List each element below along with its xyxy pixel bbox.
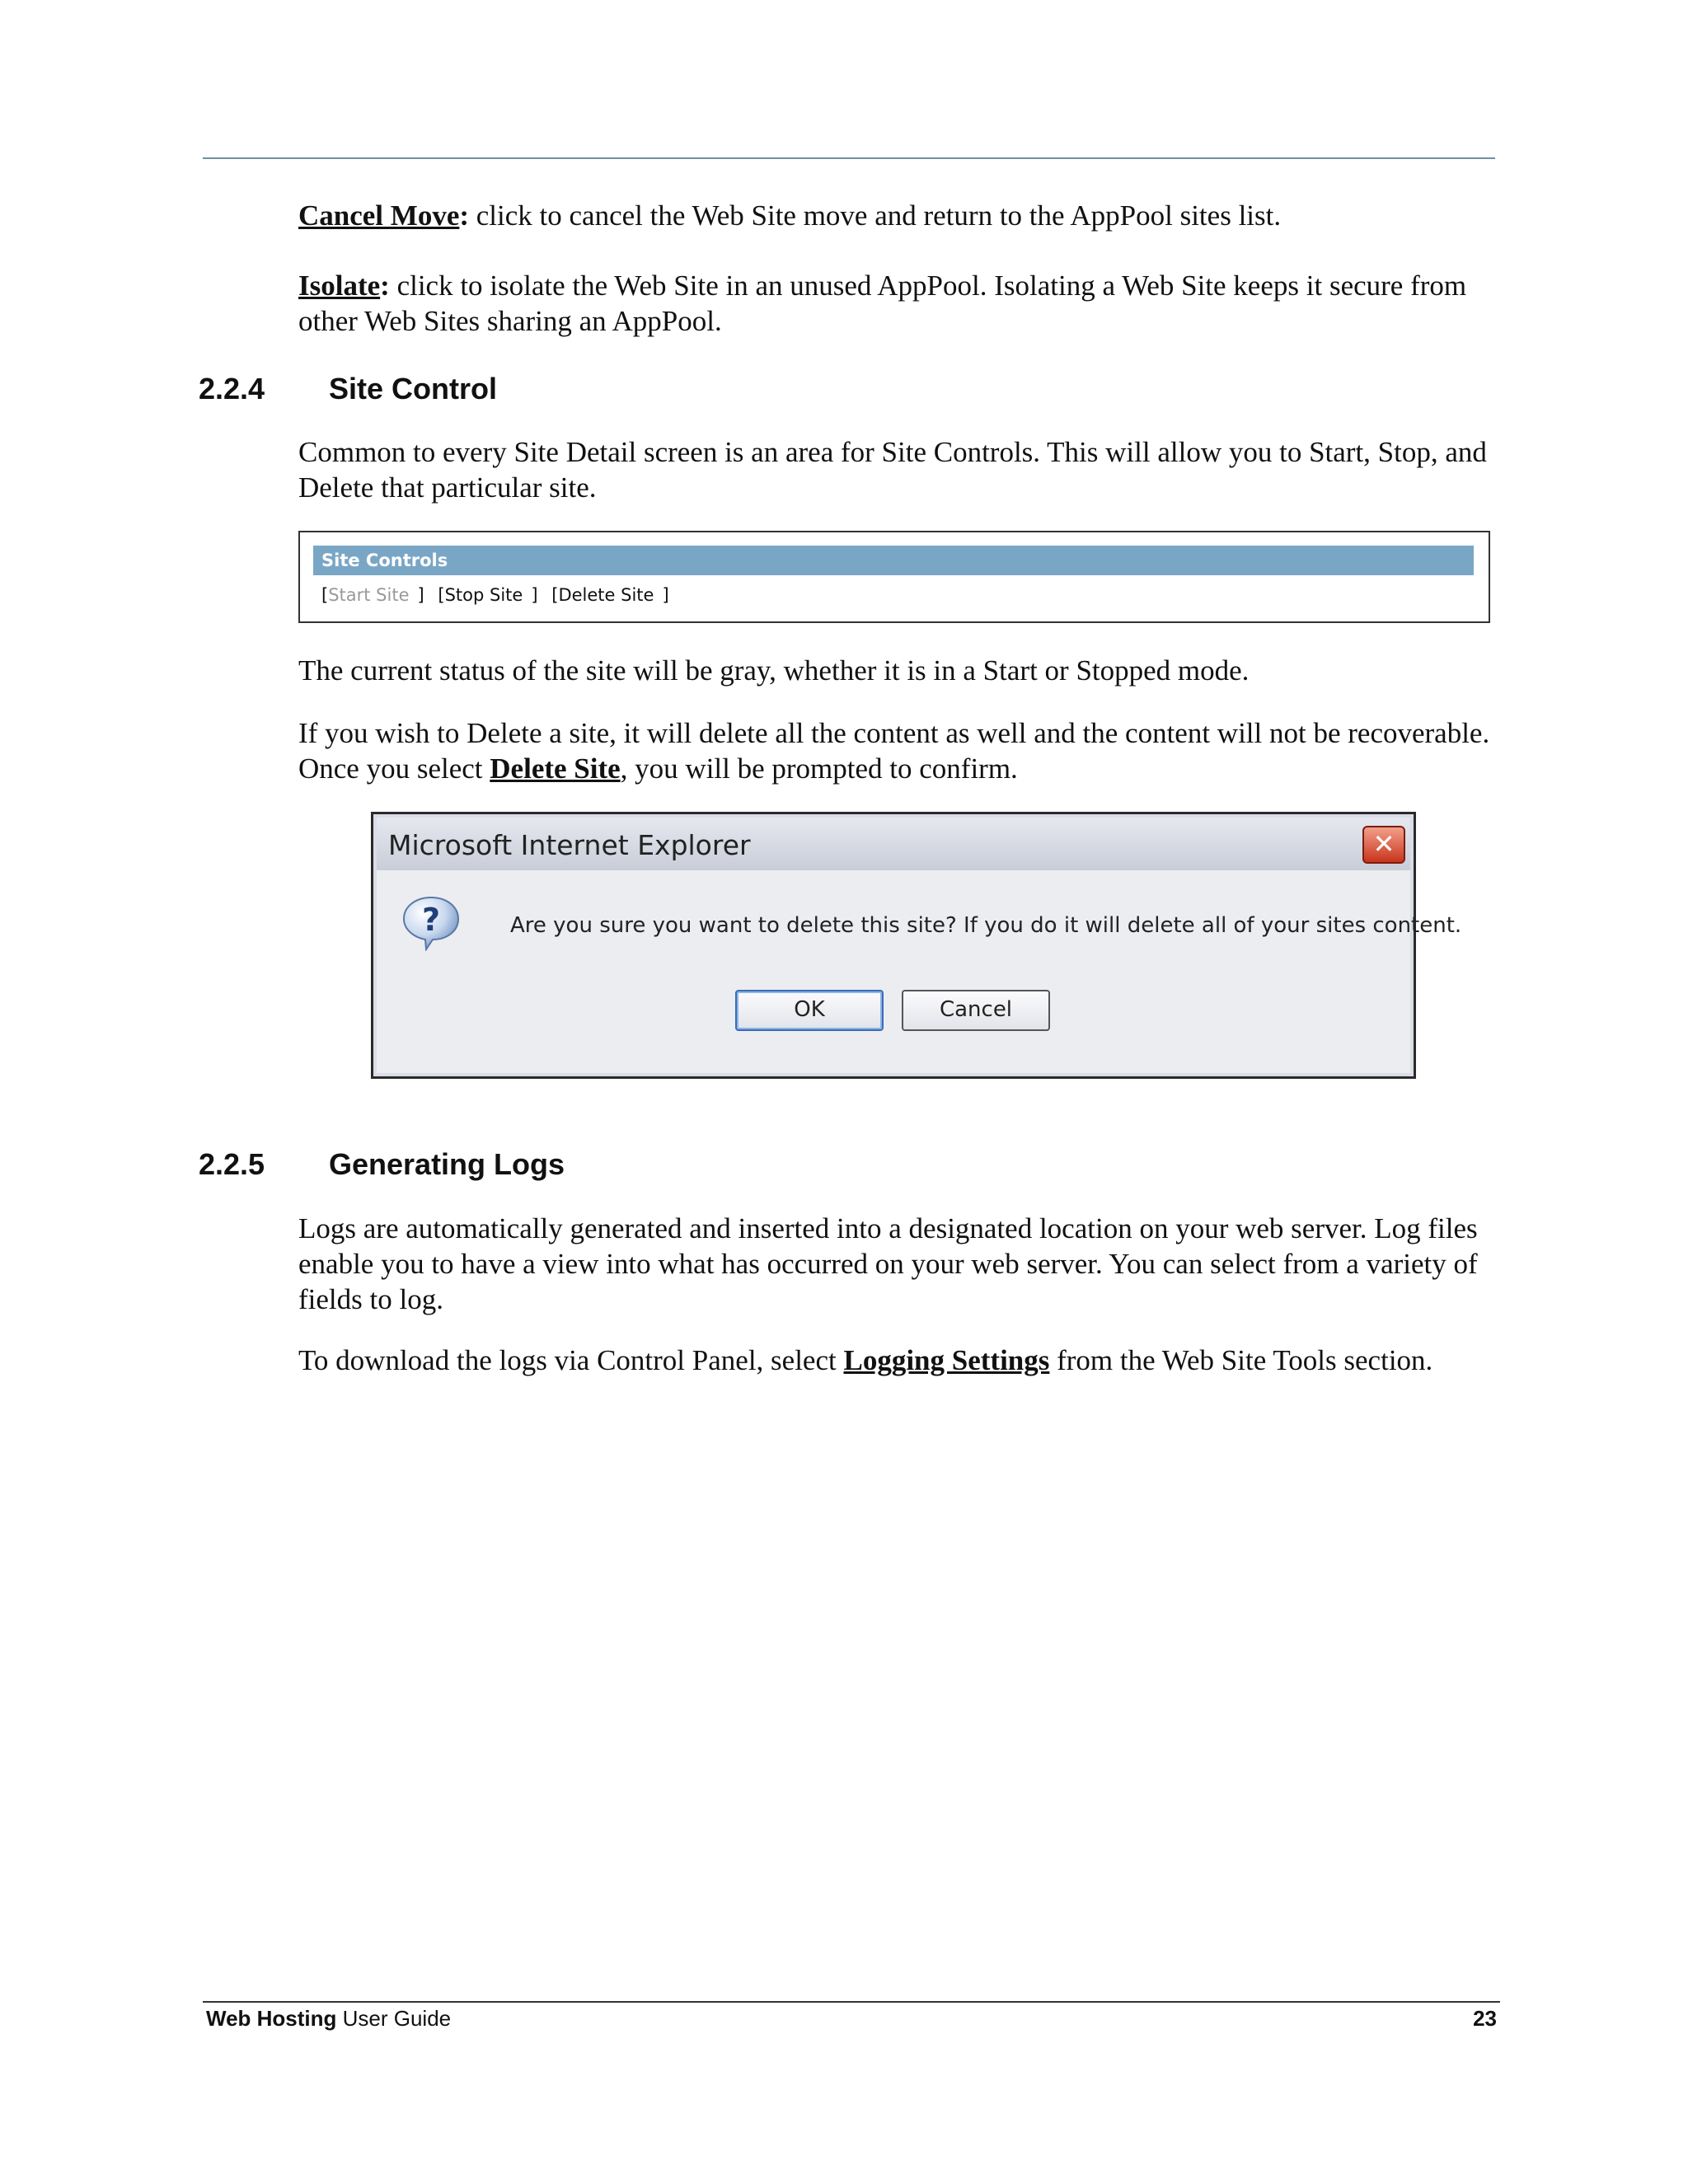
stop-site-link[interactable]: [Stop Site ] bbox=[438, 585, 538, 605]
delete-site-text-link[interactable]: Delete Site bbox=[490, 752, 621, 785]
start-site-link[interactable]: [Start Site ] bbox=[321, 585, 424, 605]
isolate-text: click to isolate the Web Site in an unused AppPool. Isolating a Web Site keeps it secure from other Web Sites sharing an AppPool. bbox=[298, 269, 1467, 337]
delete-site-link[interactable]: [Delete Site ] bbox=[551, 585, 669, 605]
section-number: 2.2.4 bbox=[199, 372, 265, 405]
question-icon bbox=[401, 895, 461, 951]
close-icon[interactable]: ✕ bbox=[1362, 826, 1405, 864]
site-controls-header bbox=[313, 546, 1474, 575]
status-paragraph: The current status of the site will be gray, whether it is in a Start or Stopped mode. bbox=[298, 654, 1250, 687]
dialog-titlebar bbox=[377, 818, 1410, 871]
header-rule bbox=[203, 157, 1495, 159]
cancel-move-link[interactable]: Cancel Move bbox=[298, 199, 460, 232]
logs-paragraph: Logs are automatically generated and inserted into a designated location on your web server. Log files enable you to have a view into what has occurred on your web server. You can select from a variety of fields to log. bbox=[298, 1212, 1478, 1315]
site-controls-panel bbox=[298, 531, 1490, 623]
isolate-link[interactable]: Isolate bbox=[298, 269, 381, 302]
cancel-button[interactable]: Cancel bbox=[902, 990, 1050, 1031]
isolate-paragraph: Isolate: click to isolate the Web Site in an unused AppPool. Isolating a Web Site keeps it secure from other Web Sites sharing an AppPool. bbox=[298, 269, 1467, 337]
section-heading-generating-logs bbox=[199, 1147, 565, 1182]
section-title: Site Control bbox=[329, 372, 497, 405]
section-number: 2.2.5 bbox=[199, 1147, 265, 1181]
confirm-dialog bbox=[371, 812, 1462, 1079]
site-control-intro: Common to every Site Detail screen is an area for Site Controls. This will allow you to Start, Stop, and Delete that particular site. bbox=[298, 436, 1487, 504]
cancel-move-paragraph: Cancel Move: click to cancel the Web Site move and return to the AppPool sites list. bbox=[298, 199, 1282, 232]
footer-title: Web Hosting User Guide bbox=[206, 2006, 452, 2031]
cancel-move-text: click to cancel the Web Site move and return to the AppPool sites list. bbox=[469, 199, 1282, 232]
ok-button[interactable]: OK bbox=[735, 990, 884, 1031]
delete-paragraph: If you wish to Delete a site, it will delete all the content as well and the content will not be recoverable. Once you select Delete Site, you will be prompted to confirm. bbox=[298, 717, 1490, 785]
dialog-message: Are you sure you want to delete this site? If you do it will delete all of your sites content. bbox=[510, 913, 1462, 938]
logging-settings-link[interactable]: Logging Settings bbox=[843, 1344, 1050, 1376]
section-heading-site-control bbox=[199, 372, 497, 406]
page-number: 23 bbox=[1473, 2006, 1497, 2031]
dialog-title: Microsoft Internet Explorer bbox=[388, 829, 751, 861]
download-logs-paragraph: To download the logs via Control Panel, select Logging Settings from the Web Site Tools section. bbox=[298, 1344, 1433, 1376]
site-controls-links bbox=[321, 585, 678, 605]
footer-rule bbox=[203, 2001, 1500, 2003]
dialog-body bbox=[377, 870, 1462, 1073]
section-title: Generating Logs bbox=[329, 1147, 565, 1181]
svg-text:?: ? bbox=[421, 902, 441, 938]
site-controls-title: Site Controls bbox=[321, 551, 448, 570]
